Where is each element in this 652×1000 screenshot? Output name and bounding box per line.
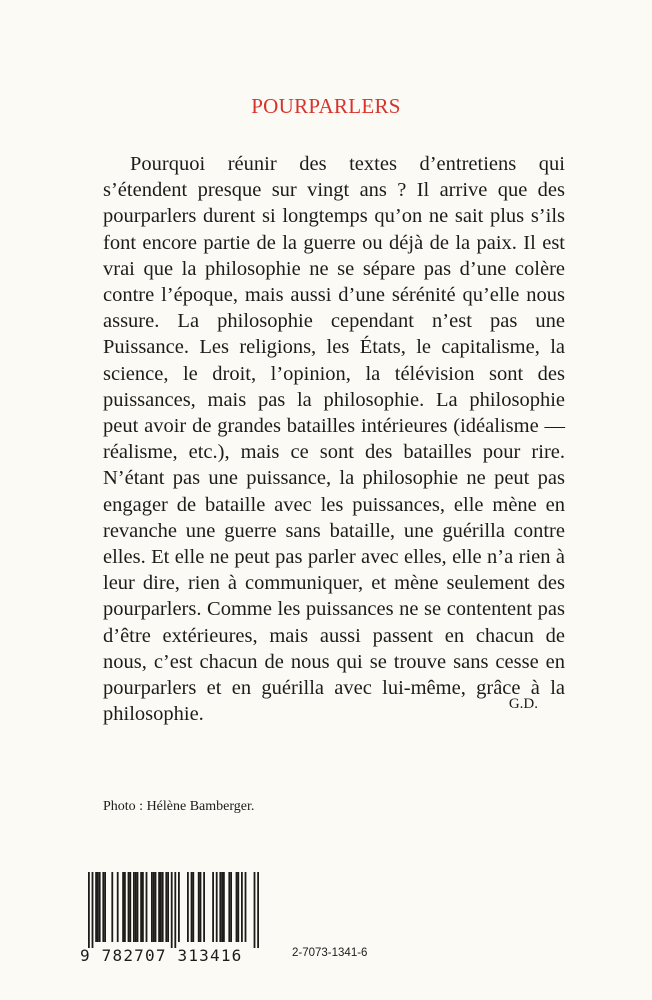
barcode-bar — [203, 872, 205, 942]
barcode-bar — [221, 872, 223, 942]
barcode-bar — [174, 872, 176, 948]
barcode-bar — [167, 872, 169, 942]
book-title: POURPARLERS — [251, 94, 401, 118]
barcode-bar — [212, 872, 214, 942]
barcode-bar — [236, 872, 238, 942]
barcode-bar — [230, 872, 232, 942]
barcode-bar — [151, 872, 153, 942]
author-signature: G.D. — [508, 696, 538, 712]
barcode-bar — [162, 872, 164, 942]
barcode-bar — [192, 872, 194, 942]
barcode-bar — [129, 872, 131, 942]
barcode-bar — [219, 872, 221, 942]
barcode-bar — [241, 872, 243, 942]
barcode-bar — [200, 872, 202, 942]
barcode-digits: 9 782707 313416 — [80, 946, 243, 965]
barcode-bar — [187, 872, 189, 942]
barcode-bar — [223, 872, 225, 942]
barcode-bar — [92, 872, 94, 948]
barcode-bar — [155, 872, 157, 942]
barcode-bar — [165, 872, 167, 942]
photo-credit: Photo : Hélène Bamberger. — [103, 799, 255, 814]
barcode-bar — [133, 872, 135, 942]
barcode-bar — [158, 872, 160, 942]
barcode-bar — [142, 872, 144, 942]
barcode-bar — [254, 872, 256, 948]
barcode-bars — [80, 872, 260, 950]
barcode-bar — [146, 872, 148, 942]
barcode-bar — [95, 872, 97, 942]
barcode-bar — [257, 872, 259, 948]
barcode-bar — [88, 872, 90, 948]
barcode-bar — [178, 872, 180, 942]
barcode-bar — [117, 872, 119, 942]
barcode-bar — [191, 872, 193, 942]
barcode-bar — [140, 872, 142, 942]
barcode-bar — [128, 872, 130, 942]
barcode-bar — [122, 872, 124, 942]
isbn-number: 2-7073-1341-6 — [292, 947, 368, 959]
barcode-bar — [102, 872, 104, 942]
barcode-bar — [135, 872, 137, 942]
barcode-bar — [111, 872, 113, 942]
barcode-bar — [237, 872, 239, 942]
barcode-bar — [99, 872, 101, 942]
barcode-bar — [228, 872, 230, 942]
barcode-bar — [137, 872, 139, 942]
barcode-bar — [216, 872, 218, 942]
back-cover-paragraph: Pourquoi réunir des textes d’entretiens qui s’étendent presque sur vingt ans ? Il arrive que des pourparlers durent si longtemps qu’on ne sait plus s’ils font encore partie de la guerre ou déjà de la paix. Il est vrai que la philosophie ne se sépare pas d’une colère contre l’époque, mais aussi d’une sérénité qu’elle nous assure. La philosophie cependant n’est pas une Puissance. Les religions, les États, le capitalisme, la science, le droit, l’opinion, la télévision sont des puissances, mais pas la philosophie. La philosophie peut avoir de grandes batailles intérieures (idéalisme — réalisme, etc.), mais ce sont des batailles pour rire. N’étant pas une puissance, la philosophie ne peut pas engager de bataille avec les puissances, elle mène en revanche une guerre sans bataille, une guérilla contre elles. Et elle ne peut pas parler avec elles, elle n’a rien à leur dire, rien à communiquer, et mène seulement des pourparlers. Comme les puissances ne se contentent pas d’être extérieures, mais aussi passent en chacun de nous, c’est chacun de nous qui se trouve sans cesse en pourparlers et en guérilla avec lui-même, grâce à la philosophie. — [103, 153, 565, 726]
barcode-bar — [124, 872, 126, 942]
barcode-bar — [160, 872, 162, 942]
barcode-bar — [171, 872, 173, 948]
barcode-bar — [153, 872, 155, 942]
barcode-bar — [97, 872, 99, 942]
barcode-bar — [245, 872, 247, 942]
barcode-bar — [198, 872, 200, 942]
back-cover-text — [103, 151, 565, 727]
barcode-bar — [104, 872, 106, 942]
